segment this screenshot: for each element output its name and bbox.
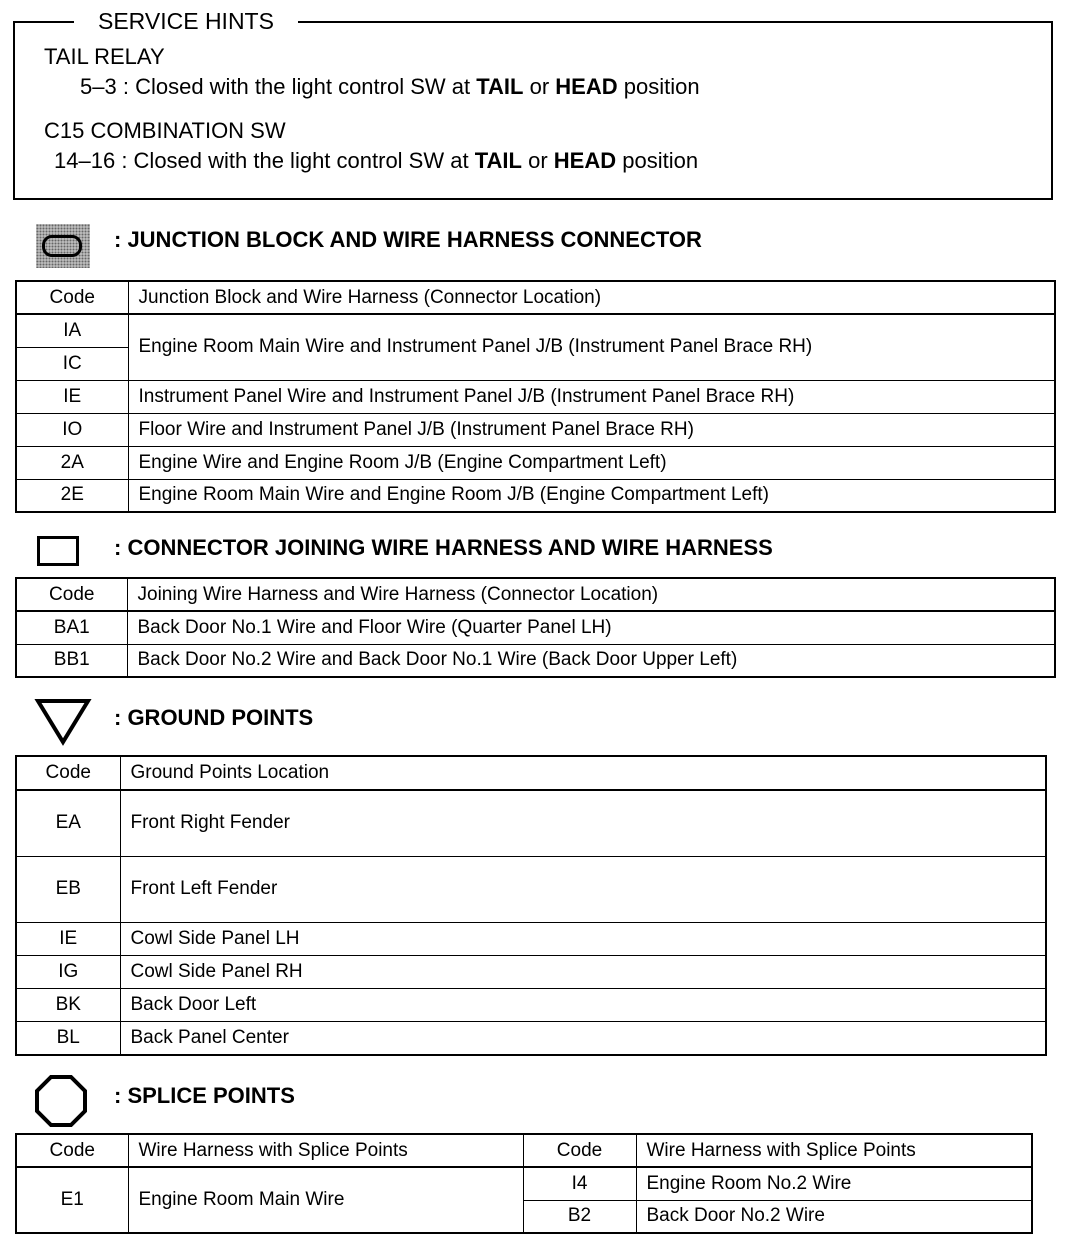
ground-table [15, 755, 1047, 1056]
row-description: Engine Room Main Wire and Engine Room J/B (Engine Compartment Left) [128, 479, 1055, 512]
table-row [16, 955, 1046, 988]
row-code: BB1 [16, 644, 127, 677]
hint-text-or: or [529, 74, 550, 99]
row-code: 2A [16, 446, 128, 479]
hint-heading-combination-sw: C15 COMBINATION SW [44, 118, 286, 143]
hint-bold-tail: TAIL [474, 148, 522, 173]
header-description: Ground Points Location [120, 756, 1046, 790]
hint-text-or: or [528, 148, 548, 173]
table-row [16, 413, 1055, 446]
row-description: Back Door No.1 Wire and Floor Wire (Quarter Panel LH) [127, 611, 1055, 644]
header-code: Code [523, 1134, 636, 1167]
row-code: BA1 [16, 611, 127, 644]
hint-bold-head: HEAD [555, 74, 618, 99]
table-row [16, 611, 1055, 644]
row-description: Engine Room No.2 Wire [636, 1167, 1032, 1200]
hint-text: : Closed with the light control SW at [122, 74, 471, 99]
row-code: IC [16, 347, 128, 380]
junction-block-icon [36, 224, 90, 268]
row-description: Engine Room Main Wire and Instrument Panel J/B (Instrument Panel Brace RH) [128, 314, 1055, 380]
row-code: BL [16, 1021, 120, 1055]
table-row [16, 314, 1055, 347]
row-code: EA [16, 790, 120, 856]
ground-section-title: : GROUND POINTS [114, 705, 314, 730]
hint-pins: 14–16 [54, 148, 116, 173]
ground-triangle-icon [34, 698, 92, 746]
row-description: Front Left Fender [120, 856, 1046, 922]
header-description: Wire Harness with Splice Points [636, 1134, 1032, 1167]
header-description: Junction Block and Wire Harness (Connector Location) [128, 281, 1055, 314]
table-row [16, 856, 1046, 922]
row-code: IG [16, 955, 120, 988]
row-description: Back Door No.2 Wire [636, 1200, 1032, 1233]
row-description: Back Door No.2 Wire and Back Door No.1 Wire (Back Door Upper Left) [127, 644, 1055, 677]
table-header-row [16, 281, 1055, 314]
table-row [16, 1021, 1046, 1055]
junction-section-title: : JUNCTION BLOCK AND WIRE HARNESS CONNECTOR [114, 227, 702, 252]
connector-section-title: : CONNECTOR JOINING WIRE HARNESS AND WIRE HARNESS [114, 535, 773, 560]
header-code: Code [16, 756, 120, 790]
header-description: Joining Wire Harness and Wire Harness (Connector Location) [127, 578, 1055, 611]
hint-line-tail-relay [80, 74, 700, 100]
row-description: Back Panel Center [120, 1021, 1046, 1055]
row-description: Cowl Side Panel LH [120, 922, 1046, 955]
row-code: I4 [523, 1167, 636, 1200]
table-row [16, 988, 1046, 1021]
row-description: Cowl Side Panel RH [120, 955, 1046, 988]
row-code: B2 [523, 1200, 636, 1233]
splice-octagon-icon [34, 1074, 88, 1128]
row-code: IE [16, 380, 128, 413]
connector-square-icon [37, 536, 79, 566]
row-code: BK [16, 988, 120, 1021]
hint-text-position: position [622, 148, 699, 173]
row-description: Engine Room Main Wire [128, 1167, 523, 1233]
hint-line-combination-sw [54, 148, 698, 174]
table-row [16, 790, 1046, 856]
row-description: Instrument Panel Wire and Instrument Panel J/B (Instrument Panel Brace RH) [128, 380, 1055, 413]
row-description: Floor Wire and Instrument Panel J/B (Instrument Panel Brace RH) [128, 413, 1055, 446]
row-code: IO [16, 413, 128, 446]
row-code: IE [16, 922, 120, 955]
hint-bold-tail: TAIL [476, 74, 524, 99]
row-code: 2E [16, 479, 128, 512]
hint-bold-head: HEAD [553, 148, 617, 173]
header-code: Code [16, 281, 128, 314]
junction-table [15, 280, 1056, 513]
row-code: EB [16, 856, 120, 922]
header-code: Code [16, 1134, 128, 1167]
table-header-row [16, 1134, 1032, 1167]
splice-section-title: : SPLICE POINTS [114, 1083, 295, 1108]
table-row [16, 644, 1055, 677]
table-header-row [16, 756, 1046, 790]
row-description: Front Right Fender [120, 790, 1046, 856]
hint-pins: 5–3 [80, 74, 117, 99]
hint-text: : Closed with the light control SW at [121, 148, 469, 173]
row-code: IA [16, 314, 128, 347]
hint-text-position: position [623, 74, 700, 99]
row-description: Back Door Left [120, 988, 1046, 1021]
table-row [16, 446, 1055, 479]
table-row [16, 479, 1055, 512]
header-code: Code [16, 578, 127, 611]
table-row [16, 380, 1055, 413]
row-description: Engine Wire and Engine Room J/B (Engine Compartment Left) [128, 446, 1055, 479]
table-row [16, 1167, 1032, 1200]
header-description: Wire Harness with Splice Points [128, 1134, 523, 1167]
splice-table [15, 1133, 1033, 1234]
row-code: E1 [16, 1167, 128, 1233]
connector-table [15, 577, 1056, 678]
hint-heading-tail-relay: TAIL RELAY [44, 44, 165, 69]
table-row [16, 922, 1046, 955]
service-hints-title: SERVICE HINTS [74, 7, 298, 35]
table-header-row [16, 578, 1055, 611]
